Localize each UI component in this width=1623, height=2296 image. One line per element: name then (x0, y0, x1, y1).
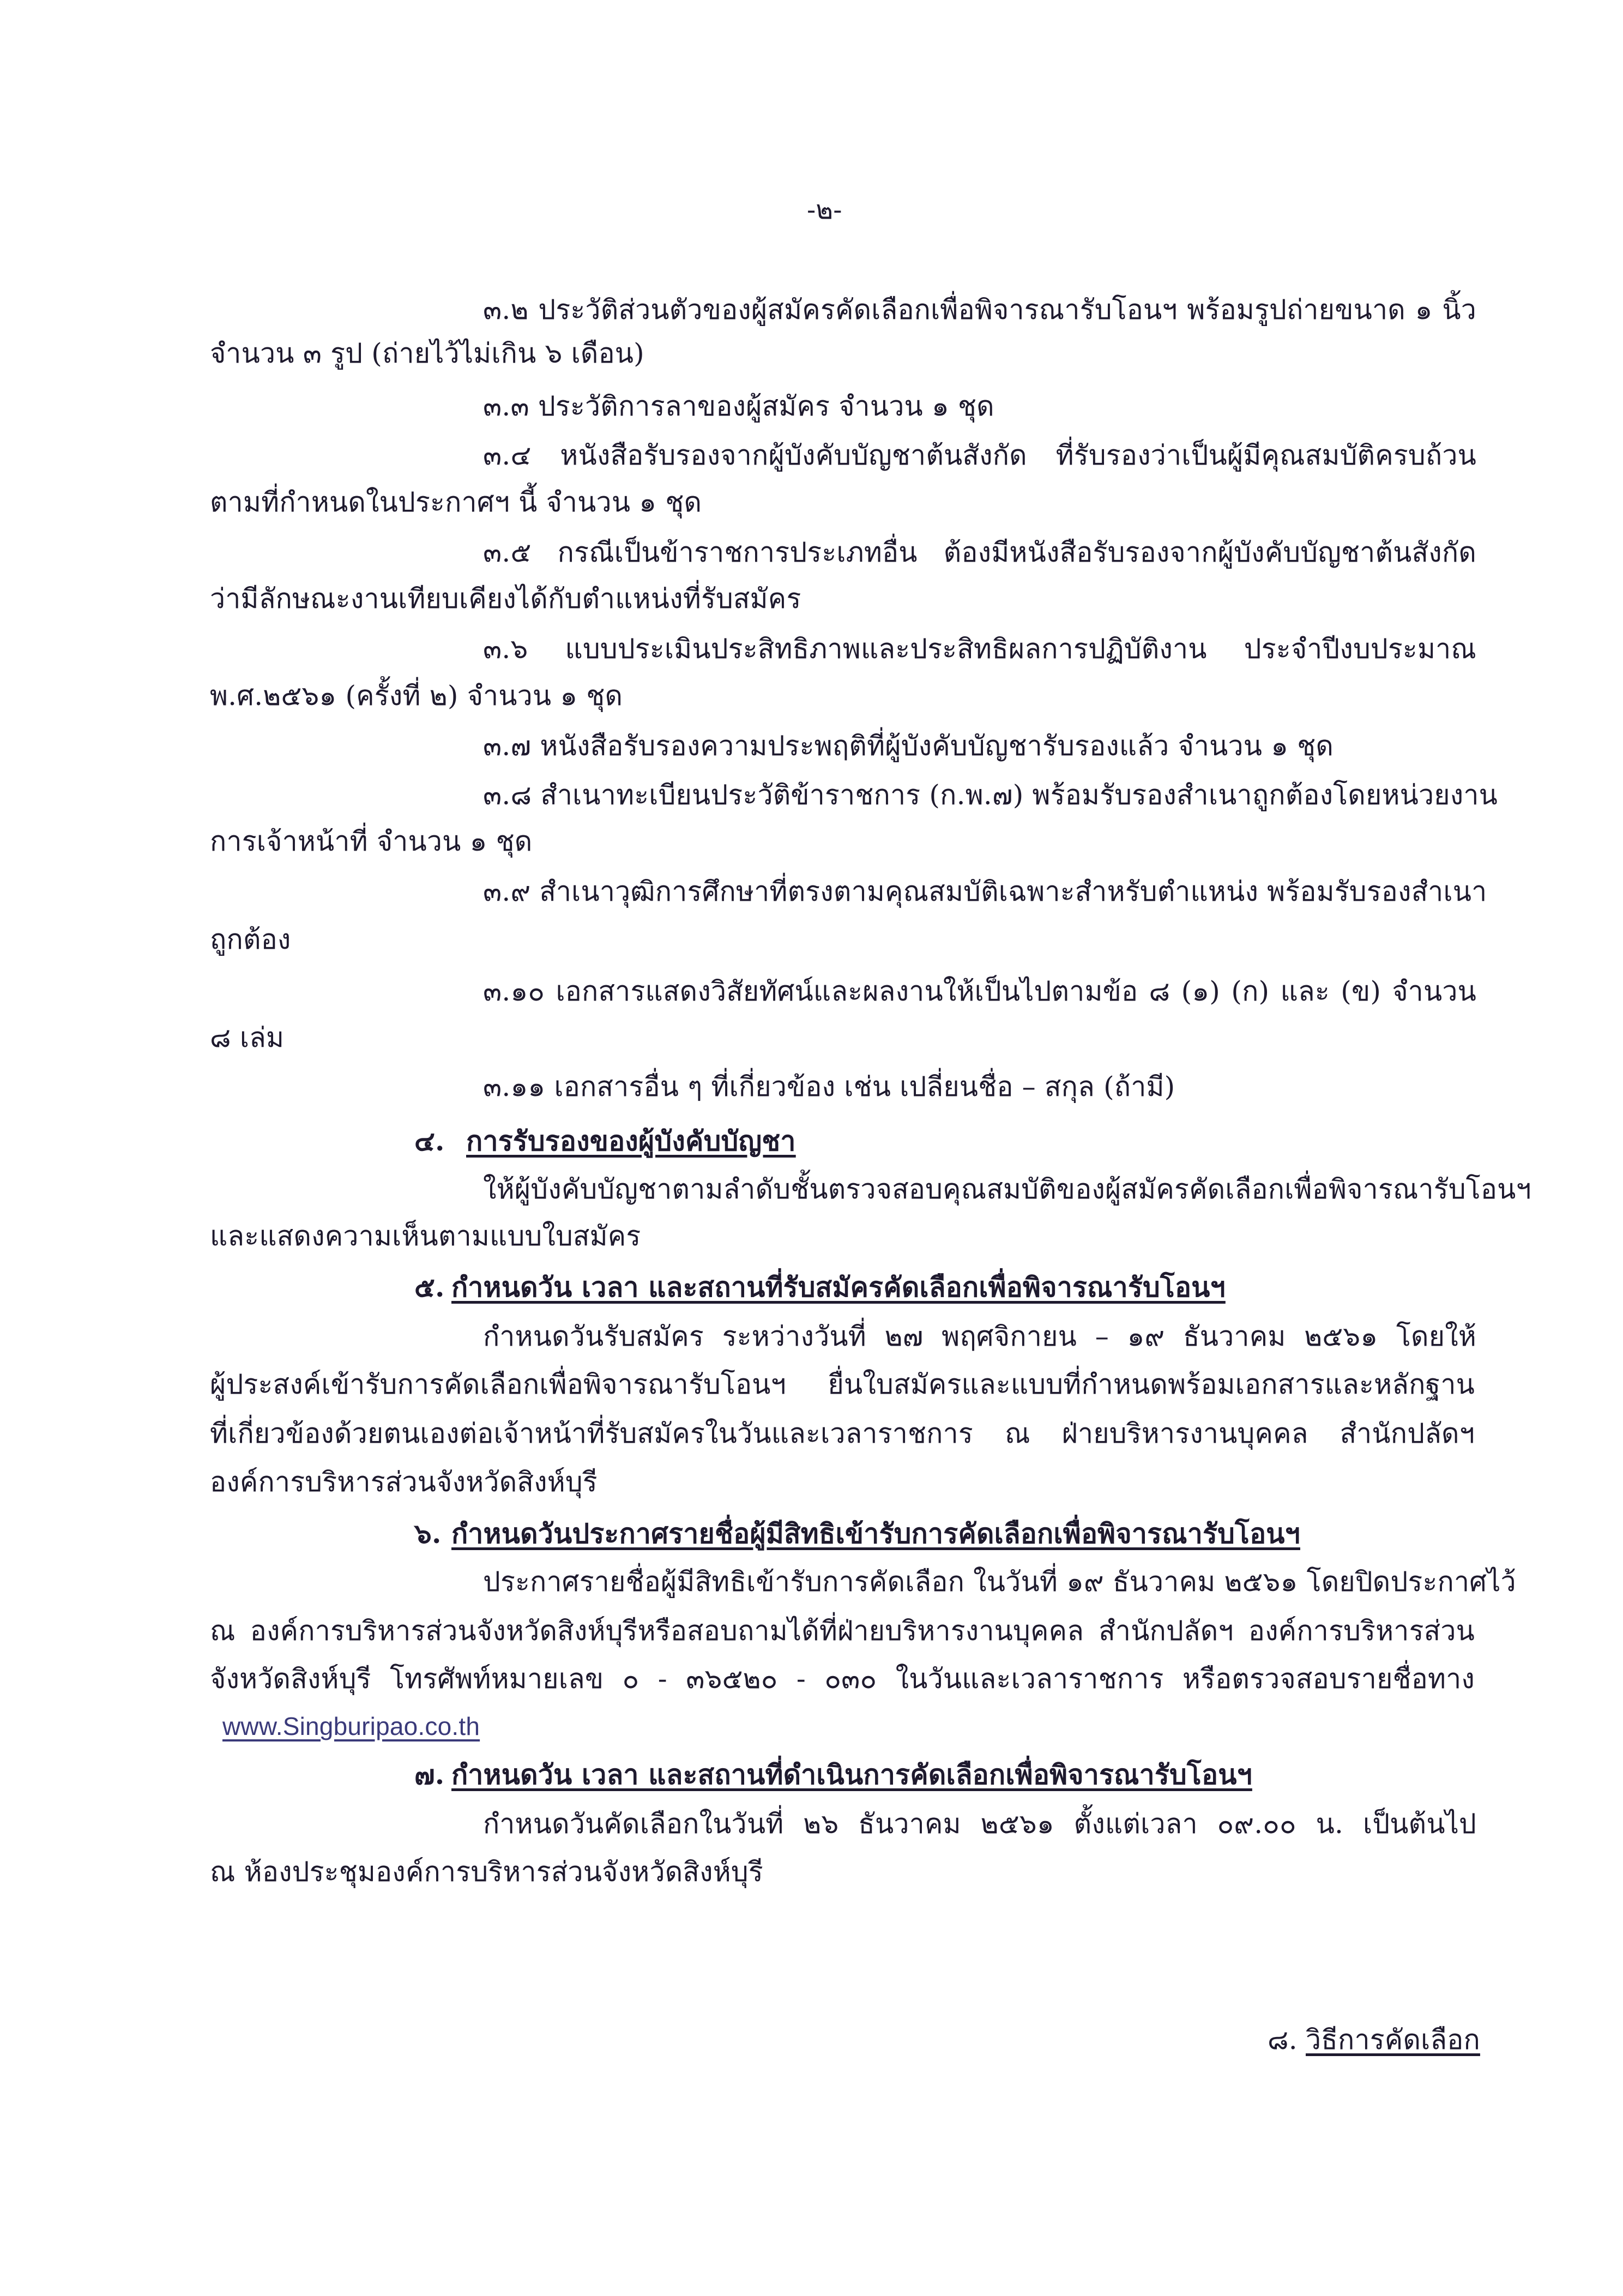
website-link[interactable]: www.Singburipao.co.th (222, 1712, 480, 1740)
item-3-9-line2: ถูกต้อง (210, 924, 291, 955)
section-4-body-line1: ให้ผู้บังคับบัญชาตามลำดับชั้นตรวจสอบคุณสมบัติของผู้สมัครคัดเลือกเพื่อพิจารณารับโอนฯ (483, 1173, 1531, 1205)
item-3-4-line2: ตามที่กำหนดในประกาศฯ นี้ จำนวน ๑ ชุด (210, 486, 702, 518)
section-7-number: ๗. (414, 1758, 445, 1791)
section-5-number: ๕. (414, 1271, 445, 1303)
section-7-body-line1: กำหนดวันคัดเลือกในวันที่ ๒๖ ธันวาคม ๒๕๖๑ ตั้งแต่เวลา ๐๙.๐๐ น. เป็นต้นไป (483, 1808, 1476, 1840)
item-3-10-line1: ๓.๑๐ เอกสารแสดงวิสัยทัศน์และผลงานให้เป็นไปตามข้อ ๘ (๑) (ก) และ (ข) จำนวน (483, 975, 1476, 1007)
item-3-3: ๓.๓ ประวัติการลาของผู้สมัคร จำนวน ๑ ชุด (483, 390, 994, 422)
section-6-number: ๖. (414, 1517, 442, 1550)
item-3-4-line1: ๓.๔ หนังสือรับรองจากผู้บังคับบัญชาต้นสังกัด ที่รับรองว่าเป็นผู้มีคุณสมบัติครบถ้วน (483, 439, 1476, 471)
section-6-body-line3: จังหวัดสิงห์บุรี โทรศัพท์หมายเลข ๐ - ๓๖๕๒๐ - ๐๓๐ ในวันและเวลาราชการ หรือตรวจสอบรายชื่อทาง (210, 1663, 1475, 1695)
item-3-6-line2: พ.ศ.๒๕๖๑ (ครั้งที่ ๒) จำนวน ๑ ชุด (210, 680, 623, 712)
item-3-10-line2: ๘ เล่ม (210, 1022, 285, 1053)
item-3-2-line1: ๓.๒ ประวัติส่วนตัวของผู้สมัครคัดเลือกเพื่อพิจารณารับโอนฯ พร้อมรูปถ่ายขนาด ๑ นิ้ว (483, 294, 1476, 326)
next-section-label: วิธีการคัดเลือก (1306, 2024, 1480, 2056)
item-3-8-line2: การเจ้าหน้าที่ จำนวน ๑ ชุด (210, 825, 533, 857)
item-3-8-line1: ๓.๘ สำเนาทะเบียนประวัติข้าราชการ (ก.พ.๗) พร้อมรับรองสำเนาถูกต้องโดยหน่วยงาน (483, 779, 1498, 811)
section-5-body-line3: ที่เกี่ยวข้องด้วยตนเองต่อเจ้าหน้าที่รับสมัครในวันและเวลาราชการ ณ ฝ่ายบริหารงานบุคคล สำนักปลัดฯ (210, 1418, 1475, 1449)
item-3-5-line2: ว่ามีลักษณะงานเทียบเคียงได้กับตำแหน่งที่รับสมัคร (210, 583, 801, 614)
section-7-body-line2: ณ ห้องประชุมองค์การบริหารส่วนจังหวัดสิงห์บุรี (210, 1856, 763, 1888)
next-section-number: ๘. (1268, 2024, 1298, 2056)
section-5-heading: กำหนดวัน เวลา และสถานที่รับสมัครคัดเลือกเพื่อพิจารณารับโอนฯ (451, 1271, 1226, 1303)
item-3-5-line1: ๓.๕ กรณีเป็นข้าราชการประเภทอื่น ต้องมีหนังสือรับรองจากผู้บังคับบัญชาต้นสังกัด (483, 537, 1476, 568)
section-5-body-line4: องค์การบริหารส่วนจังหวัดสิงห์บุรี (210, 1466, 598, 1498)
section-7-heading: กำหนดวัน เวลา และสถานที่ดำเนินการคัดเลือกเพื่อพิจารณารับโอนฯ (451, 1758, 1252, 1791)
item-3-6-line1: ๓.๖ แบบประเมินประสิทธิภาพและประสิทธิผลการปฏิบัติงาน ประจำปีงบประมาณ (483, 633, 1476, 665)
section-6-heading: กำหนดวันประกาศรายชื่อผู้มีสิทธิเข้ารับการคัดเลือกเพื่อพิจารณารับโอนฯ (451, 1517, 1300, 1550)
section-4-heading: การรับรองของผู้บังคับบัญชา (466, 1125, 796, 1157)
item-3-2-line2: จำนวน ๓ รูป (ถ่ายไว้ไม่เกิน ๖ เดือน) (210, 338, 644, 369)
section-6-body-line1: ประกาศรายชื่อผู้มีสิทธิเข้ารับการคัดเลือก ในวันที่ ๑๙ ธันวาคม ๒๕๖๑ โดยปิดประกาศไว้ (483, 1566, 1516, 1598)
section-5-body-line2: ผู้ประสงค์เข้ารับการคัดเลือกเพื่อพิจารณารับโอนฯ ยื่นใบสมัครและแบบที่กำหนดพร้อมเอกสารและหลักฐาน (210, 1369, 1475, 1400)
section-4-number: ๔. (414, 1125, 445, 1157)
page-number: -๒- (807, 195, 842, 225)
section-4-body-line2: และแสดงความเห็นตามแบบใบสมัคร (210, 1220, 641, 1252)
section-5-body-line1: กำหนดวันรับสมัคร ระหว่างวันที่ ๒๗ พฤศจิกายน – ๑๙ ธันวาคม ๒๕๖๑ โดยให้ (483, 1321, 1476, 1352)
item-3-7: ๓.๗ หนังสือรับรองความประพฤติที่ผู้บังคับบัญชารับรองแล้ว จำนวน ๑ ชุด (483, 730, 1334, 762)
section-6-body-line2: ณ องค์การบริหารส่วนจังหวัดสิงห์บุรีหรือสอบถามได้ที่ฝ่ายบริหารงานบุคคล สำนักปลัดฯ องค์การบริหารส่วน (210, 1615, 1475, 1647)
item-3-9-line1: ๓.๙ สำเนาวุฒิการศึกษาที่ตรงตามคุณสมบัติเฉพาะสำหรับตำแหน่ง พร้อมรับรองสำเนา (483, 876, 1487, 907)
item-3-11: ๓.๑๑ เอกสารอื่น ๆ ที่เกี่ยวข้อง เช่น เปลี่ยนชื่อ – สกุล (ถ้ามี) (483, 1071, 1175, 1102)
